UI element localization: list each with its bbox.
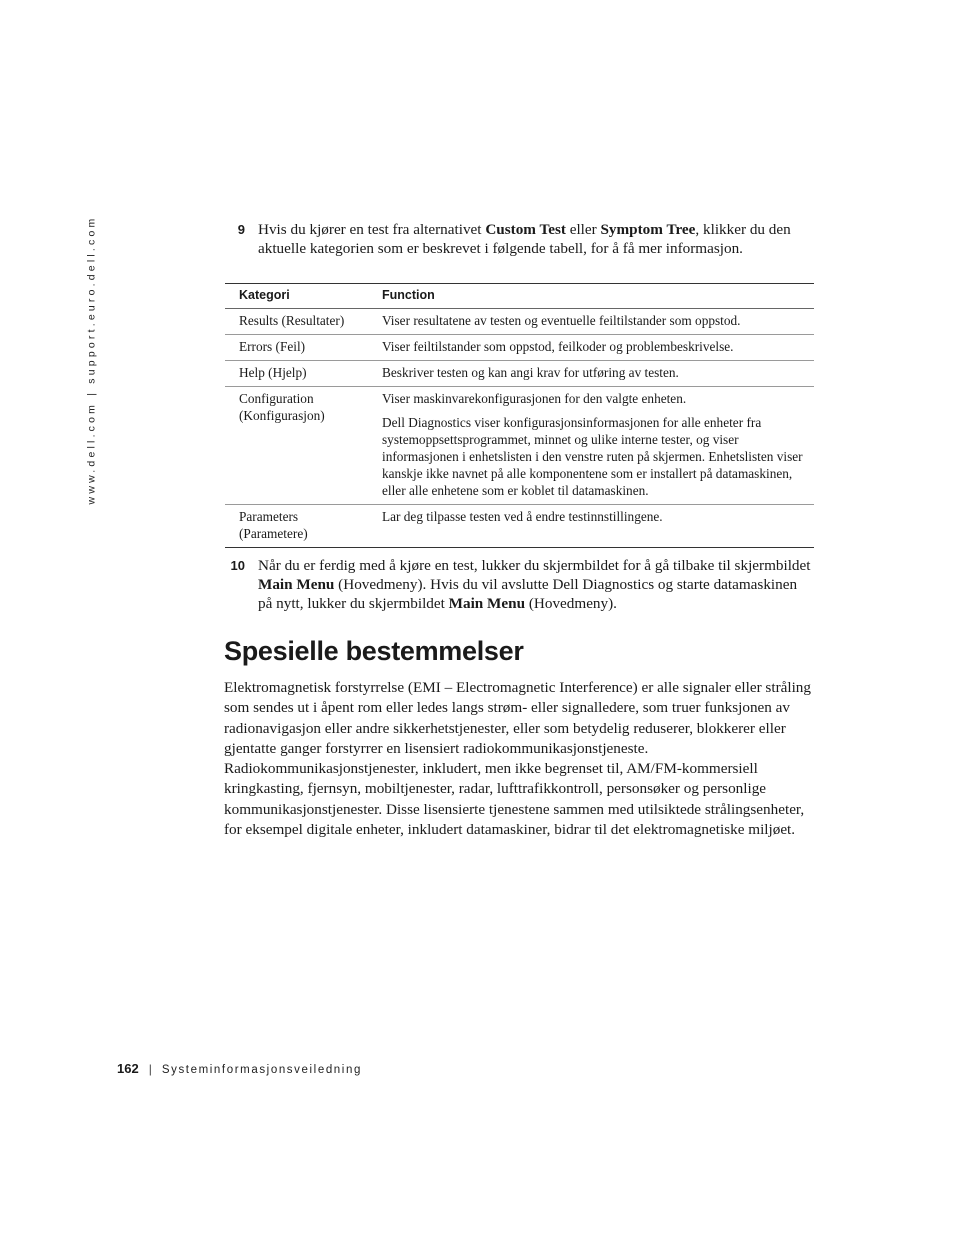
- step-text: Hvis du kjører en test fra alternativet Custom Test eller Symptom Tree, klikker du den aktuelle kategorien som er beskrevet i følgende tabell, for å få mer informasjon.: [258, 221, 791, 257]
- function-cell: Viser feiltilstander som oppstod, feilkoder og problembeskrivelse.: [368, 335, 814, 361]
- table-row: [225, 335, 814, 361]
- function-cell: Beskriver testen og kan angi krav for utføring av testen.: [368, 361, 814, 387]
- category-cell: Parameters (Parametere): [225, 505, 368, 548]
- category-cell: Help (Hjelp): [225, 361, 368, 387]
- table-row: [225, 505, 814, 548]
- step-9: [225, 220, 815, 258]
- footer-separator: |: [148, 1062, 152, 1076]
- step-10: [225, 556, 815, 613]
- function-cell: Lar deg tilpasse testen ved å endre testinnstillingene.: [368, 505, 814, 548]
- main-menu-term: Main Menu: [258, 576, 335, 593]
- main-menu-term: Main Menu: [448, 595, 526, 612]
- step-text: Når du er ferdig med å kjøre en test, lukker du skjermbildet for å gå tilbake til skjermbildet Main Menu (Hovedmeny). Hvis du vil avslutte Dell Diagnostics og starte datamaskinen på nytt, lukker du skjermbildet Main Menu (Hovedmeny).: [258, 557, 811, 612]
- section-heading: Spesielle bestemmelser: [224, 636, 524, 666]
- document-title: Systeminformasjonsveiledning: [161, 1064, 362, 1076]
- custom-test-term: Custom Test: [485, 221, 566, 238]
- category-table: [225, 283, 814, 548]
- column-header-function: Function: [368, 284, 814, 309]
- section-body: Elektromagnetisk forstyrrelse (EMI – Electromagnetic Interference) er alle signaler eller stråling som sendes ut i åpent rom eller ledes langs strøm- eller signalledere, som truer funksjonen av radionavigasjon eller andre sikkerhetstjenester, eller som betydelig reduserer, blokkerer eller gjentatte ganger forstyrrer en lisensiert radiokommunikasjonstjeneste. Radiokommunikasjonstjenester, inkludert, men ikke begrenset til, AM/FM-kommersiell kringkasting, fjernsyn, mobiltjenester, radar, lufttrafikkontroll, personsøker og personlige kommunikasjonstjenester. Disse lisensierte tjenestene sammen med utilsiktede strålingsenheter, for eksempel digitale enheter, inkludert datamaskiner, bidrar til det elektromagnetiske miljøet.: [224, 679, 811, 839]
- step-number: 9: [237, 222, 245, 237]
- sidebar-url: [84, 215, 98, 505]
- table-row: [225, 361, 814, 387]
- page-footer: [117, 1061, 362, 1076]
- category-cell: Configuration (Konfigurasjon): [225, 387, 368, 505]
- sidebar-url-text: www.dell.com | support.euro.dell.com: [85, 215, 98, 505]
- column-header-category: Kategori: [225, 284, 368, 309]
- category-cell: Errors (Feil): [225, 335, 368, 361]
- table-header-row: [225, 284, 814, 309]
- table-row: [225, 309, 814, 335]
- step-number: 10: [230, 558, 245, 573]
- page-number: 162: [117, 1061, 139, 1076]
- symptom-tree-term: Symptom Tree: [600, 221, 696, 238]
- table-row: [225, 387, 814, 505]
- function-cell: Viser resultatene av testen og eventuelle feiltilstander som oppstod.: [368, 309, 814, 335]
- category-cell: Results (Resultater): [225, 309, 368, 335]
- function-cell: Viser maskinvarekonfigurasjonen for den valgte enheten. Dell Diagnostics viser konfigurasjonsinformasjonen for alle enheter fra systemoppsettsprogrammet, minnet og ulike interne tester, og viser informasjonen i enhetslisten i den venstre ruten på skjermen. Enhetslisten viser kanskje ikke navnet på alle komponentene som er installert på datamaskinen, eller alle enhetene som er koblet til datamaskinen.: [368, 387, 814, 505]
